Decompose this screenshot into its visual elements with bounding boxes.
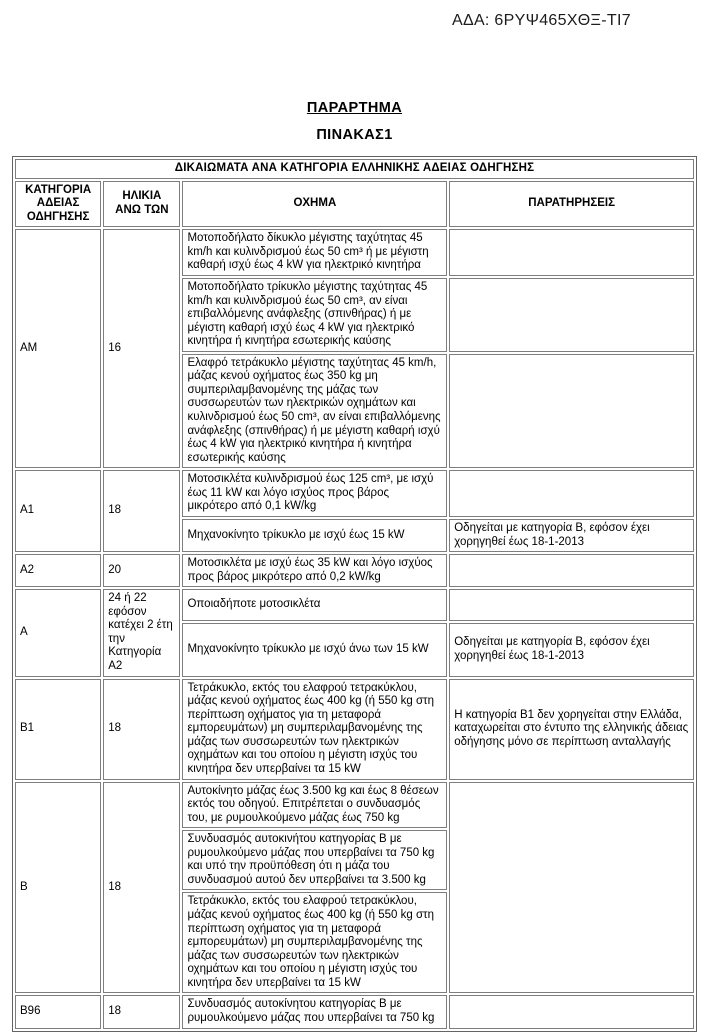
category-cell-am: AM [15,229,101,468]
table-header-row [15,181,694,228]
vehicle-cell: Συνδυασμός αυτοκινήτου κατηγορίας Β με ρυμουλκούμενο μάζας που υπερβαίνει τα 750 kg και υπό την προϋπόθεση ότι η μάζα του συνδυασμού αυτού δεν υπερβαίνει τα 3.500 kg [182,830,447,890]
vehicle-cell: Μηχανοκίνητο τρίκυκλο με ισχύ άνω των 15 kW [182,623,447,677]
remark-cell [449,589,694,621]
ada-code: ΑΔΑ: 6ΡΥΨ465ΧΘΞ-ΤΙ7 [452,12,631,29]
age-cell-b96: 18 [103,995,180,1028]
remark-cell: Οδηγείται με κατηγορία Β, εφόσον έχει χορηγηθεί έως 18-1-2013 [449,519,694,552]
remark-cell [449,278,694,352]
column-header-remarks: ΠΑΡΑΤΗΡΗΣΕΙΣ [449,181,694,228]
vehicle-cell: Αυτοκίνητο μάζας έως 3.500 kg και έως 8 θέσεων εκτός του οδηγού. Επιτρέπεται ο συνδυασμός του, με ρυμουλκούμενο μάζας έως 750 kg [182,782,447,829]
table-title-row [15,159,694,179]
column-header-age: ΗΛΙΚΙΑ ΑΝΩ ΤΩΝ [103,181,180,228]
category-cell-b96: B96 [15,995,101,1028]
remark-cell [449,229,694,276]
remark-cell [449,554,694,587]
vehicle-cell: Ελαφρό τετράκυκλο μέγιστης ταχύτητας 45 km/h, μάζας κενού οχήματος έως 350 kg μη συμπεριλαμβανομένης της μάζας των συσσωρευτών των ηλεκτρικών οχημάτων και κυλινδρισμού έως 50 cm³, αν είναι επιβαλλόμενης ανάφλεξης (σπινθήρας) ή με μέγιστη καθαρή ισχύ έως 4 kW για ηλεκτρικό κινητήρα ή κινητήρα εσωτερικής καύσης [182,354,447,469]
appendix-heading: ΠΑΡΑΡΤΗΜΑ [306,100,403,116]
vehicle-cell: Μηχανοκίνητο τρίκυκλο με ισχύ έως 15 kW [182,519,447,552]
remark-cell: Οδηγείται με κατηγορία Β, εφόσον έχει χορηγηθεί έως 18-1-2013 [449,623,694,677]
table-title: ΔΙΚΑΙΩΜΑΤΑ ΑΝΑ ΚΑΤΗΓΟΡΙΑ ΕΛΛΗΝΙΚΗΣ ΑΔΕΙΑΣ ΟΔΗΓΗΣΗΣ [15,159,694,179]
column-header-category: ΚΑΤΗΓΟΡΙΑ ΑΔΕΙΑΣ ΟΔΗΓΗΣΗΣ [15,181,101,228]
age-cell-a1: 18 [103,470,180,552]
remark-cell [449,470,694,517]
vehicle-cell: Τετράκυκλο, εκτός του ελαφρού τετρακύκλου, μάζας κενού οχήματος έως 400 kg (ή 550 kg στη περίπτωση οχήματος για τη μεταφορά εμπορευμάτων) μη συμπεριλαμβανομένης της μάζας των συσσωρευτών των ηλεκτρικών οχημάτων και του οποίου η μέγιστη ισχύς του κινητήρα δεν υπερβαίνει τα 15 kW [182,892,447,993]
age-cell-a2: 20 [103,554,180,587]
vehicle-cell: Μοτοσικλέτα κυλινδρισμού έως 125 cm³, με ισχύ έως 11 kW και λόγο ισχύος προς βάρος μικρότερο από 0,1 kW/kg [182,470,447,517]
age-cell-am: 16 [103,229,180,468]
driving-license-rights-table [12,156,697,1032]
vehicle-cell: Μοτοποδήλατο δίκυκλο μέγιστης ταχύτητας 45 km/h και κυλινδρισμού έως 50 cm³ ή με μέγιστη καθαρή ισχύ έως 4 kW για ηλεκτρικό κινητήρα [182,229,447,276]
table-row [15,554,694,587]
vehicle-cell: Τετράκυκλο, εκτός του ελαφρού τετρακύκλου, μάζας κενού οχήματος έως 400 kg (ή 550 kg στη περίπτωση οχήματος για τη μεταφορά εμπορευμάτων) μη συμπεριλαμβανομένης της μάζας των συσσωρευτών των ηλεκτρικών οχημάτων και του οποίου η μέγιστη ισχύς του κινητήρα δεν υπερβαίνει τα 15 kW [182,679,447,780]
column-header-vehicle: ΟΧΗΜΑ [182,181,447,228]
table-row [15,470,694,517]
vehicle-cell: Οποιαδήποτε μοτοσικλέτα [182,589,447,621]
category-cell-b1: B1 [15,679,101,780]
table-row [15,782,694,829]
table1-heading: ΠΙΝΑΚΑΣ1 [316,127,393,143]
category-cell-a1: A1 [15,470,101,552]
age-cell-b1: 18 [103,679,180,780]
table-row [15,229,694,276]
table-row [15,589,694,621]
remark-cell [449,354,694,469]
age-cell-b: 18 [103,782,180,994]
category-cell-a2: A2 [15,554,101,587]
vehicle-cell: Μοτοποδήλατο τρίκυκλο μέγιστης ταχύτητας 45 km/h και κυλινδρισμού έως 50 cm³, αν είναι επιβαλλόμενης ανάφλεξης (σπινθήρας) ή με μέγιστη καθαρή ισχύ έως 4 kW για ηλεκτρικό κινητήρα ή κινητήρα εσωτερικής καύσης [182,278,447,352]
category-cell-a: A [15,589,101,676]
remark-cell [449,782,694,994]
age-cell-a: 24 ή 22 εφόσον κατέχει 2 έτη την Κατηγορία Α2 [103,589,180,676]
table-row [15,679,694,780]
category-cell-b: B [15,782,101,994]
vehicle-cell: Μοτοσικλέτα με ισχύ έως 35 kW και λόγο ισχύος προς βάρος μικρότερο από 0,2 kW/kg [182,554,447,587]
vehicle-cell: Συνδυασμός αυτοκίνητου κατηγορίας Β με ρυμουλκούμενο μάζας που υπερβαίνει τα 750 kg [182,995,447,1028]
remark-cell: Η κατηγορία Β1 δεν χορηγείται στην Ελλάδα, καταχωρείται στο έντυπο της ελληνικής άδειας οδήγησης μόνο σε περίπτωση ανταλλαγής [449,679,694,780]
